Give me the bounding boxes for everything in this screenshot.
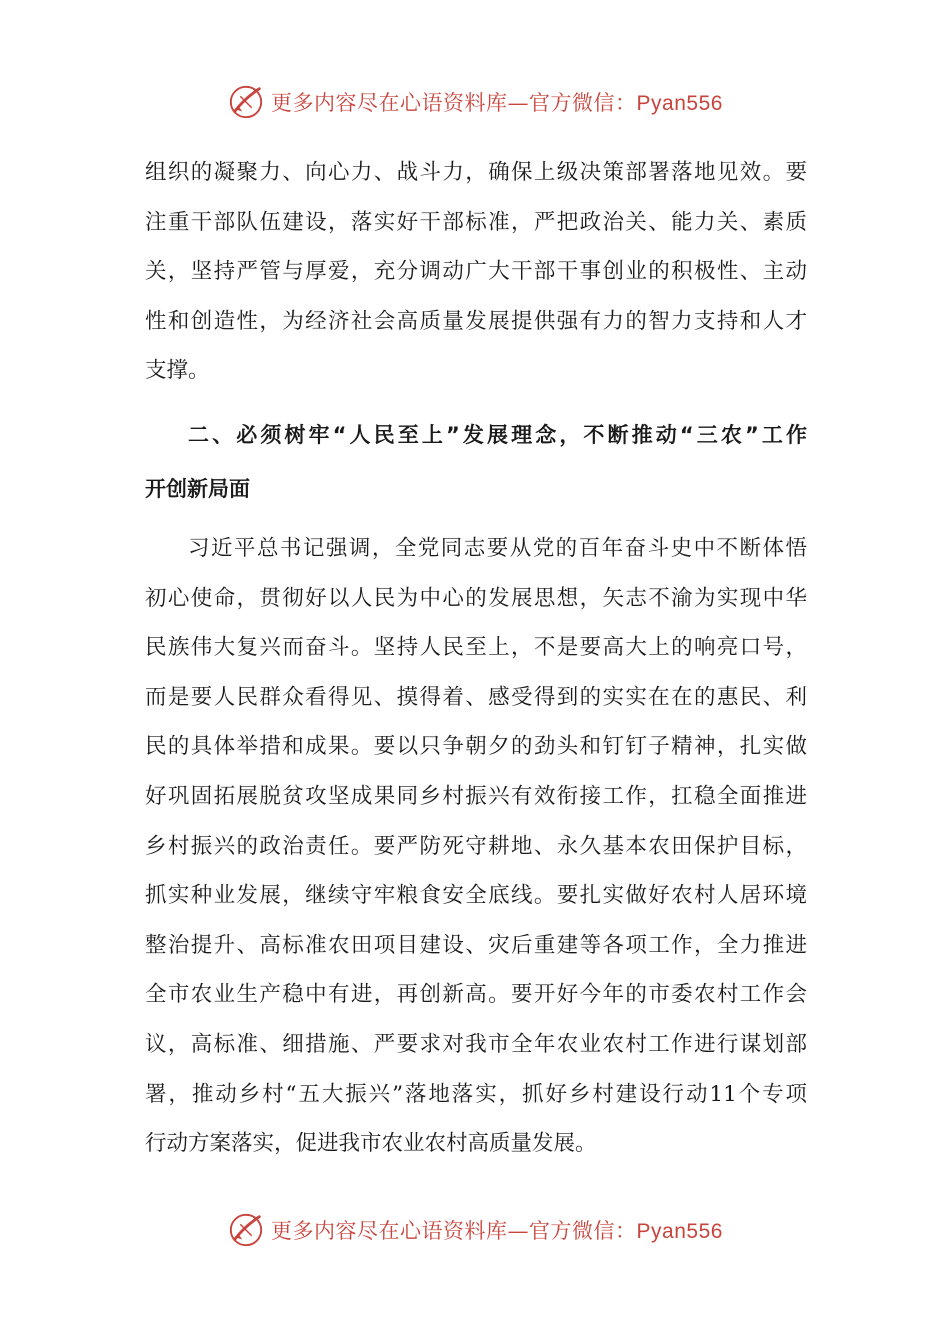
paragraph-line: 抓实种业发展，继续守牢粮食安全底线。要扎实做好农村人居环境 [145, 883, 807, 909]
paragraph-line: 而是要人民群众看得见、摸得着、感受得到的实实在在的惠民、利 [145, 684, 807, 710]
paragraph-line: 乡村振兴的政治责任。要严防死守耕地、永久基本农田保护目标， [145, 833, 807, 859]
header-watermark-banner [0, 82, 950, 122]
paragraph-line: 好巩固拓展脱贫攻坚成果同乡村振兴有效衔接工作，扛稳全面推进 [145, 783, 807, 809]
paragraph-2 [145, 524, 807, 1169]
header-wechat-id: Pyan556 [636, 92, 723, 115]
header-watermark-text [271, 87, 723, 117]
pen-logo-icon [227, 83, 265, 121]
footer-wechat-id: Pyan556 [636, 1220, 723, 1243]
paragraph-line: 民的具体举措和成果。要以只争朝夕的劲头和钉钉子精神，扎实做 [145, 734, 807, 760]
paragraph-line: 初心使命，贯彻好以人民为中心的发展思想，矢志不渝为实现中华 [145, 585, 807, 611]
heading-line: 二、必须树牢“人民至上”发展理念，不断推动“三农”工作 [188, 422, 807, 447]
footer-watermark-banner [0, 1210, 950, 1250]
paragraph-line: 署，推动乡村“五大振兴”落地落实，抓好乡村建设行动11个专项 [145, 1081, 807, 1107]
paragraph-line: 议，高标准、细措施、严要求对我市全年农业农村工作进行谋划部 [145, 1031, 807, 1057]
paragraph-line: 关，坚持严管与厚爱，充分调动广大干部干事创业的积极性、主动 [145, 259, 807, 285]
paragraph-line: 组织的凝聚力、向心力、战斗力，确保上级决策部署落地见效。要 [145, 160, 807, 185]
paragraph-line: 行动方案落实，促进我市农业农村高质量发展。 [145, 1131, 597, 1157]
paragraph-line: 注重干部队伍建设，落实好干部标准，严把政治关、能力关、素质 [145, 209, 807, 235]
pen-logo-icon [227, 1211, 265, 1249]
paragraph-line: 习近平总书记强调，全党同志要从党的百年奋斗史中不断体悟 [188, 535, 807, 561]
footer-watermark-cn: 更多内容尽在心语资料库—官方微信： [271, 1219, 637, 1243]
document-body [145, 148, 807, 1169]
paragraph-line: 性和创造性，为经济社会高质量发展提供强有力的智力支持和人才 [145, 308, 807, 334]
section-heading [145, 408, 807, 516]
footer-watermark-text [271, 1215, 723, 1245]
paragraph-1 [145, 148, 807, 396]
heading-line: 开创新局面 [145, 476, 250, 501]
header-watermark-cn: 更多内容尽在心语资料库—官方微信： [271, 91, 637, 115]
paragraph-line: 整治提升、高标准农田项目建设、灾后重建等各项工作，全力推进 [145, 932, 807, 958]
paragraph-line: 支撑。 [145, 358, 210, 384]
paragraph-line: 全市农业生产稳中有进，再创新高。要开好今年的市委农村工作会 [145, 982, 807, 1008]
paragraph-line: 民族伟大复兴而奋斗。坚持人民至上，不是要高大上的响亮口号， [145, 635, 807, 661]
